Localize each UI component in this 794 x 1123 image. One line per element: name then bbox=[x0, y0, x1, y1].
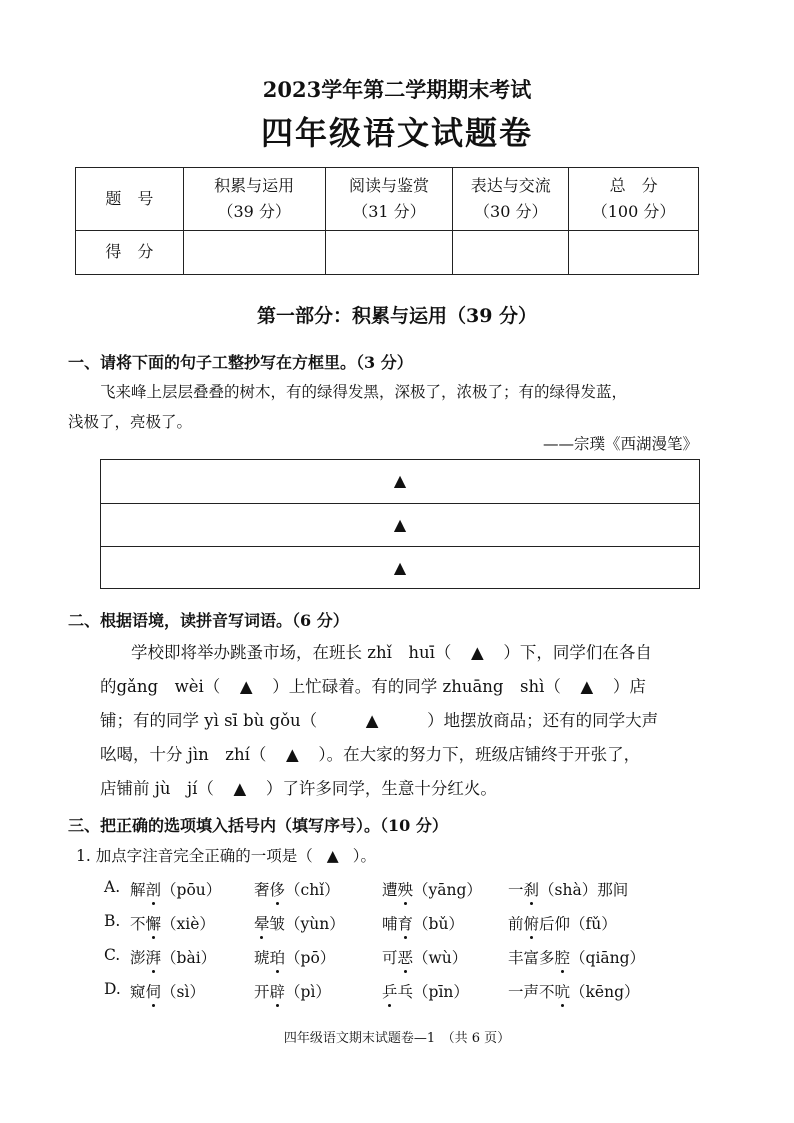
score-header-cell: 阅读与鉴赏 （31 分） bbox=[325, 168, 453, 231]
answer-mark[interactable]: ▲ bbox=[580, 677, 594, 696]
answer-mark[interactable]: ▲ bbox=[326, 847, 339, 865]
q1-passage-line2: 浅极了，亮极了。 bbox=[68, 413, 193, 431]
answer-mark[interactable]: ▲ bbox=[239, 677, 253, 696]
answer-mark: ▲ bbox=[393, 514, 407, 534]
exam-title: 四年级语文试题卷 bbox=[260, 114, 533, 152]
exam-subtitle: 2023学年第二学期期末考试 bbox=[262, 77, 532, 102]
copy-line[interactable] bbox=[101, 460, 699, 504]
score-header-cell: 题 号 bbox=[76, 168, 184, 231]
score-header-cell: 总 分 （100 分） bbox=[569, 168, 699, 231]
answer-mark: ▲ bbox=[393, 558, 407, 578]
copy-line[interactable] bbox=[101, 547, 699, 590]
q2-line1: 学校即将举办跳蚤市场，在班长 zhǐ huī（ ▲ ）下，同学们在各自 bbox=[131, 636, 741, 670]
answer-mark[interactable]: ▲ bbox=[365, 711, 379, 730]
score-table-header-row bbox=[76, 168, 699, 231]
score-table bbox=[75, 167, 699, 275]
q2-line5: 店铺前 jù jí（ ▲ ）了许多同学，生意十分红火。 bbox=[100, 772, 710, 806]
q1-source: ——宗璞《西湖漫笔》 bbox=[542, 435, 698, 453]
score-blank-cell[interactable] bbox=[453, 230, 569, 274]
q1-passage-line1: 飞来峰上层层叠叠的树木，有的绿得发黑，深极了，浓极了；有的绿得发蓝， bbox=[100, 383, 628, 401]
q2-line2: 的gǎng wèi（ ▲ ）上忙碌着。有的同学 zhuāng shì（ ▲ ）店 bbox=[100, 670, 710, 704]
q3-sub1: 1. 加点字注音完全正确的一项是（ ▲ ）。 bbox=[76, 847, 376, 865]
part1-heading: 第一部分：积累与运用（39 分） bbox=[256, 305, 538, 327]
q3-title: 三、把正确的选项填入括号内（填写序号）。（10 分） bbox=[68, 816, 448, 835]
answer-mark[interactable]: ▲ bbox=[286, 745, 299, 764]
score-row-label: 得 分 bbox=[76, 230, 184, 274]
answer-mark[interactable]: ▲ bbox=[233, 779, 247, 798]
score-blank-cell[interactable] bbox=[569, 230, 699, 274]
q1-title: 一、请将下面的句子工整抄写在方框里。（3 分） bbox=[68, 353, 413, 372]
page-footer: 四年级语文期末试题卷—1 （共 6 页） bbox=[283, 1031, 511, 1046]
q2-line4: 吆喝，十分 jìn zhí（ ▲ ）。在大家的努力下，班级店铺终于开张了， bbox=[100, 738, 710, 772]
answer-mark[interactable]: ▲ bbox=[471, 643, 484, 662]
score-header-cell: 表达与交流 （30 分） bbox=[453, 168, 569, 231]
score-blank-cell[interactable] bbox=[325, 230, 453, 274]
score-header-cell: 积累与运用 （39 分） bbox=[183, 168, 325, 231]
score-table-score-row bbox=[76, 230, 699, 274]
answer-mark: ▲ bbox=[393, 471, 407, 490]
copy-box bbox=[100, 459, 700, 589]
score-blank-cell[interactable] bbox=[183, 230, 325, 274]
copy-line[interactable] bbox=[101, 504, 699, 548]
q2-line3: 铺；有的同学 yì sī bù gǒu（ ▲ ）地摆放商品；还有的同学大声 bbox=[100, 704, 710, 738]
q2-title: 二、根据语境，读拼音写词语。（6 分） bbox=[68, 611, 349, 630]
